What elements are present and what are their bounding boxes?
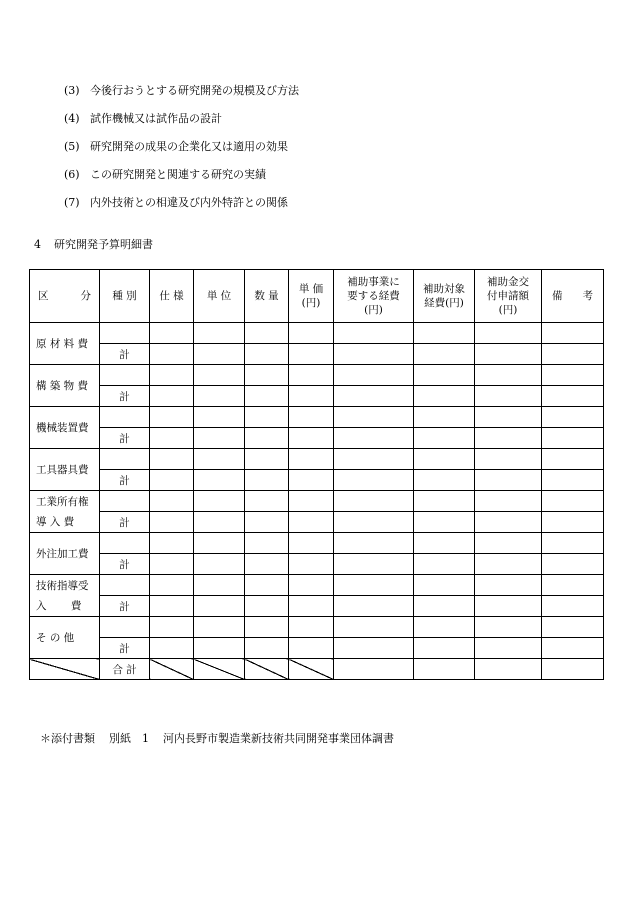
empty-cell[interactable] — [150, 596, 194, 617]
empty-cell[interactable] — [475, 491, 542, 512]
table-row — [30, 575, 604, 596]
table-row — [30, 533, 604, 554]
table-row — [30, 365, 604, 386]
empty-cell[interactable] — [542, 659, 604, 680]
subtotal-row — [30, 554, 604, 575]
empty-cell[interactable] — [334, 491, 414, 512]
subtotal-row — [30, 428, 604, 449]
item-text: 試作機械又は試作品の設計 — [90, 112, 222, 125]
empty-cell[interactable] — [245, 512, 289, 533]
header-hojokin: 補助金交 付申請額 (円) — [475, 270, 542, 323]
item-text: この研究開発と関連する研究の実績 — [90, 168, 266, 181]
empty-cell[interactable] — [194, 344, 245, 365]
empty-cell[interactable] — [542, 617, 604, 638]
empty-cell[interactable] — [334, 512, 414, 533]
empty-cell[interactable] — [414, 659, 475, 680]
empty-cell[interactable] — [245, 491, 289, 512]
header-tani: 単 位 — [194, 270, 245, 323]
empty-cell[interactable] — [100, 533, 150, 554]
empty-cell[interactable] — [289, 386, 334, 407]
empty-cell[interactable] — [414, 638, 475, 659]
empty-cell[interactable] — [194, 386, 245, 407]
subtotal-row — [30, 386, 604, 407]
empty-cell[interactable] — [414, 323, 475, 344]
list-item — [64, 138, 584, 166]
item-number: (4) — [64, 112, 80, 125]
empty-cell[interactable] — [414, 407, 475, 428]
item-list — [64, 82, 584, 222]
empty-cell[interactable] — [194, 449, 245, 470]
empty-cell[interactable] — [150, 617, 194, 638]
category-label: 構 築 物 費 — [30, 365, 100, 407]
empty-cell[interactable] — [414, 617, 475, 638]
table-row — [30, 449, 604, 470]
empty-cell[interactable] — [194, 407, 245, 428]
empty-cell[interactable] — [245, 638, 289, 659]
empty-cell[interactable] — [414, 554, 475, 575]
empty-cell[interactable] — [289, 554, 334, 575]
empty-cell[interactable] — [334, 659, 414, 680]
diagonal-cell — [289, 659, 334, 680]
subtotal-row — [30, 596, 604, 617]
empty-cell[interactable] — [150, 407, 194, 428]
empty-cell[interactable] — [150, 512, 194, 533]
category-label: 原 材 料 費 — [30, 323, 100, 365]
empty-cell[interactable] — [150, 638, 194, 659]
list-item — [64, 110, 584, 138]
empty-cell[interactable] — [542, 533, 604, 554]
empty-cell[interactable] — [100, 323, 150, 344]
empty-cell[interactable] — [245, 533, 289, 554]
empty-cell[interactable] — [475, 344, 542, 365]
empty-cell[interactable] — [150, 449, 194, 470]
empty-cell[interactable] — [414, 533, 475, 554]
empty-cell[interactable] — [245, 428, 289, 449]
empty-cell[interactable] — [475, 365, 542, 386]
subtotal-label: 計 — [100, 470, 150, 491]
empty-cell[interactable] — [475, 428, 542, 449]
empty-cell[interactable] — [334, 470, 414, 491]
empty-cell[interactable] — [289, 449, 334, 470]
diagonal-cell — [245, 659, 289, 680]
empty-cell[interactable] — [542, 407, 604, 428]
subtotal-row — [30, 638, 604, 659]
empty-cell[interactable] — [289, 596, 334, 617]
empty-cell[interactable] — [334, 407, 414, 428]
diagonal-cell — [30, 659, 100, 680]
category-label: 機械装置費 — [30, 407, 100, 449]
subtotal-row — [30, 512, 604, 533]
empty-cell[interactable] — [542, 386, 604, 407]
empty-cell[interactable] — [194, 638, 245, 659]
empty-cell[interactable] — [100, 491, 150, 512]
empty-cell[interactable] — [475, 659, 542, 680]
empty-cell[interactable] — [542, 323, 604, 344]
empty-cell[interactable] — [475, 449, 542, 470]
empty-cell[interactable] — [334, 344, 414, 365]
empty-cell[interactable] — [100, 575, 150, 596]
subtotal-label: 計 — [100, 344, 150, 365]
empty-cell[interactable] — [194, 533, 245, 554]
empty-cell[interactable] — [334, 596, 414, 617]
empty-cell[interactable] — [289, 428, 334, 449]
empty-cell[interactable] — [475, 596, 542, 617]
empty-cell[interactable] — [100, 365, 150, 386]
list-item — [64, 82, 584, 110]
empty-cell[interactable] — [542, 575, 604, 596]
empty-cell[interactable] — [150, 533, 194, 554]
empty-cell[interactable] — [245, 617, 289, 638]
list-item — [64, 194, 584, 222]
empty-cell[interactable] — [542, 512, 604, 533]
empty-cell[interactable] — [475, 323, 542, 344]
attachment-note — [40, 730, 408, 746]
empty-cell[interactable] — [414, 365, 475, 386]
empty-cell[interactable] — [245, 470, 289, 491]
empty-cell[interactable] — [194, 365, 245, 386]
subtotal-label: 計 — [100, 638, 150, 659]
empty-cell[interactable] — [150, 575, 194, 596]
empty-cell[interactable] — [542, 470, 604, 491]
empty-cell[interactable] — [245, 344, 289, 365]
item-text: 今後行おうとする研究開発の規模及び方法 — [90, 84, 299, 97]
table-row — [30, 617, 604, 638]
empty-cell[interactable] — [289, 344, 334, 365]
empty-cell[interactable] — [150, 344, 194, 365]
total-label: 合 計 — [100, 659, 150, 680]
category-label: 技術指導受 入 費 — [30, 575, 100, 617]
subtotal-row — [30, 470, 604, 491]
empty-cell[interactable] — [414, 512, 475, 533]
empty-cell[interactable] — [542, 344, 604, 365]
empty-cell[interactable] — [194, 575, 245, 596]
empty-cell[interactable] — [194, 323, 245, 344]
diagonal-cell — [150, 659, 194, 680]
attachment-appendix: 別紙 1 — [109, 732, 149, 745]
item-text: 内外技術との相違及び内外特許との関係 — [90, 196, 288, 209]
empty-cell[interactable] — [245, 407, 289, 428]
header-kubun: 区 分 — [30, 270, 100, 323]
table-row — [30, 491, 604, 512]
empty-cell[interactable] — [334, 575, 414, 596]
item-text: 研究開発の成果の企業化又は適用の効果 — [90, 140, 288, 153]
empty-cell[interactable] — [475, 638, 542, 659]
header-hojo-taisho: 補助対象 経費(円) — [414, 270, 475, 323]
empty-cell[interactable] — [542, 596, 604, 617]
empty-cell[interactable] — [334, 428, 414, 449]
subtotal-label: 計 — [100, 596, 150, 617]
category-label: 工具器具費 — [30, 449, 100, 491]
empty-cell[interactable] — [542, 428, 604, 449]
empty-cell[interactable] — [289, 617, 334, 638]
empty-cell[interactable] — [475, 575, 542, 596]
category-label: そ の 他 — [30, 617, 100, 659]
empty-cell[interactable] — [150, 554, 194, 575]
empty-cell[interactable] — [475, 407, 542, 428]
empty-cell[interactable] — [150, 386, 194, 407]
category-label: 工業所有権 導 入 費 — [30, 491, 100, 533]
empty-cell[interactable] — [334, 533, 414, 554]
subtotal-label: 計 — [100, 554, 150, 575]
item-number: (6) — [64, 168, 80, 181]
empty-cell[interactable] — [542, 365, 604, 386]
empty-cell[interactable] — [414, 470, 475, 491]
subtotal-label: 計 — [100, 428, 150, 449]
empty-cell[interactable] — [414, 344, 475, 365]
empty-cell[interactable] — [100, 407, 150, 428]
empty-cell[interactable] — [475, 386, 542, 407]
header-suryo: 数 量 — [245, 270, 289, 323]
empty-cell[interactable] — [194, 554, 245, 575]
empty-cell[interactable] — [100, 617, 150, 638]
empty-cell[interactable] — [414, 596, 475, 617]
item-number: (5) — [64, 140, 80, 153]
empty-cell[interactable] — [289, 491, 334, 512]
header-shubetsu: 種 別 — [100, 270, 150, 323]
empty-cell[interactable] — [245, 449, 289, 470]
empty-cell[interactable] — [334, 449, 414, 470]
empty-cell[interactable] — [100, 449, 150, 470]
header-biko: 備 考 — [542, 270, 604, 323]
empty-cell[interactable] — [334, 617, 414, 638]
diagonal-cell — [194, 659, 245, 680]
table-row — [30, 323, 604, 344]
section-title: 研究開発予算明細書 — [54, 238, 153, 251]
empty-cell[interactable] — [334, 554, 414, 575]
empty-cell[interactable] — [194, 428, 245, 449]
empty-cell[interactable] — [334, 365, 414, 386]
empty-cell[interactable] — [289, 512, 334, 533]
empty-cell[interactable] — [414, 449, 475, 470]
subtotal-label: 計 — [100, 512, 150, 533]
header-hojo-jigyo: 補助事業に 要する経費 (円) — [334, 270, 414, 323]
empty-cell[interactable] — [475, 512, 542, 533]
empty-cell[interactable] — [150, 365, 194, 386]
empty-cell[interactable] — [542, 638, 604, 659]
header-shiyo: 仕 様 — [150, 270, 194, 323]
empty-cell[interactable] — [414, 386, 475, 407]
section-number: 4 — [34, 238, 41, 251]
empty-cell[interactable] — [542, 554, 604, 575]
total-row — [30, 659, 604, 680]
empty-cell[interactable] — [194, 596, 245, 617]
empty-cell[interactable] — [150, 491, 194, 512]
budget-table — [29, 269, 604, 680]
section-heading — [34, 236, 153, 252]
empty-cell[interactable] — [334, 386, 414, 407]
header-tanka: 単 価 (円) — [289, 270, 334, 323]
category-label: 外注加工費 — [30, 533, 100, 575]
empty-cell[interactable] — [414, 428, 475, 449]
empty-cell[interactable] — [150, 428, 194, 449]
empty-cell[interactable] — [475, 617, 542, 638]
attachment-title: 河内長野市製造業新技術共同開発事業団体調書 — [163, 732, 394, 745]
empty-cell[interactable] — [475, 533, 542, 554]
empty-cell[interactable] — [289, 533, 334, 554]
empty-cell[interactable] — [245, 554, 289, 575]
empty-cell[interactable] — [194, 491, 245, 512]
subtotal-row — [30, 344, 604, 365]
empty-cell[interactable] — [245, 386, 289, 407]
empty-cell[interactable] — [194, 512, 245, 533]
empty-cell[interactable] — [245, 575, 289, 596]
item-number: (3) — [64, 84, 80, 97]
empty-cell[interactable] — [289, 323, 334, 344]
empty-cell[interactable] — [414, 575, 475, 596]
list-item — [64, 166, 584, 194]
empty-cell[interactable] — [289, 575, 334, 596]
empty-cell[interactable] — [194, 470, 245, 491]
header-row — [30, 270, 604, 323]
empty-cell[interactable] — [289, 470, 334, 491]
empty-cell[interactable] — [194, 617, 245, 638]
empty-cell[interactable] — [245, 323, 289, 344]
empty-cell[interactable] — [150, 470, 194, 491]
empty-cell[interactable] — [414, 491, 475, 512]
empty-cell[interactable] — [542, 449, 604, 470]
empty-cell[interactable] — [475, 470, 542, 491]
attachment-prefix: ＊添付書類 — [40, 732, 95, 745]
item-number: (7) — [64, 196, 80, 209]
empty-cell[interactable] — [542, 491, 604, 512]
empty-cell[interactable] — [245, 596, 289, 617]
empty-cell[interactable] — [475, 554, 542, 575]
empty-cell[interactable] — [289, 638, 334, 659]
empty-cell[interactable] — [245, 365, 289, 386]
empty-cell[interactable] — [334, 323, 414, 344]
subtotal-label: 計 — [100, 386, 150, 407]
empty-cell[interactable] — [289, 365, 334, 386]
empty-cell[interactable] — [150, 323, 194, 344]
empty-cell[interactable] — [334, 638, 414, 659]
empty-cell[interactable] — [289, 407, 334, 428]
table-row — [30, 407, 604, 428]
